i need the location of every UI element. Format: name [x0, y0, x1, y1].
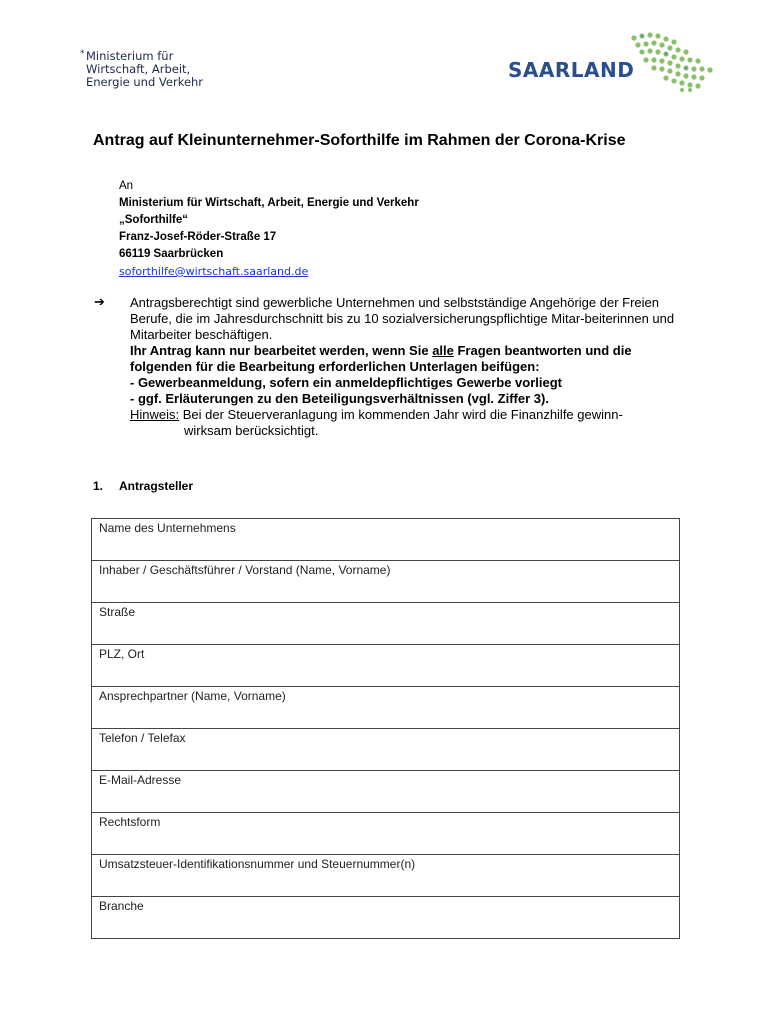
eligibility-notice	[130, 295, 675, 439]
requirement-post: Fragen beantworten und die folgenden für die Bearbeitung erforderlichen Unterlagen beifügen:	[130, 343, 632, 374]
field-label: Ansprechpartner (Name, Vorname)	[99, 689, 286, 703]
section-heading	[93, 479, 193, 493]
applicant-form	[91, 518, 680, 939]
ministry-logo-line1: Ministerium für	[86, 49, 174, 63]
email-link[interactable]: soforthilfe@wirtschaft.saarland.de	[119, 265, 309, 278]
section-title: Antragsteller	[119, 479, 194, 493]
ministry-logo-mark: *	[80, 49, 85, 59]
hint-text-1: Bei der Steuerveranlagung im kommenden Jahr wird die Finanzhilfe gewinn-	[179, 407, 623, 422]
field-postcode-city[interactable]	[92, 645, 679, 687]
field-company-name[interactable]	[92, 519, 679, 561]
saarland-logo-text: SAARLAND	[508, 58, 635, 82]
field-label: Telefon / Telefax	[99, 731, 186, 745]
page-title: Antrag auf Kleinunternehmer-Soforthilfe im Rahmen der Corona-Krise	[93, 132, 626, 149]
arrow-icon: ➔	[94, 294, 105, 309]
hint	[130, 407, 675, 423]
ministry-logo	[80, 49, 204, 89]
eligibility-text: Antragsberechtigt sind gewerbliche Unternehmen und selbstständige Angehörige der Freien Berufe, die im Jahresdurchschnitt bis zu 10 sozialversicherungspflichtige Mitar-beiterinnen und Mitarbeiter beschäftigen.	[130, 295, 675, 342]
address-street: Franz-Josef-Röder-Straße 17	[119, 231, 277, 243]
field-label: Branche	[99, 899, 144, 913]
address-to: An	[119, 180, 134, 192]
required-document-1: - Gewerbeanmeldung, sofern ein anmeldepflichtiges Gewerbe vorliegt	[130, 375, 562, 390]
hint-text-2: wirksam berücksichtigt.	[184, 423, 319, 438]
recipient-address	[119, 178, 419, 281]
field-phone-fax[interactable]	[92, 729, 679, 771]
field-owner-name[interactable]	[92, 561, 679, 603]
field-label: Umsatzsteuer-Identifikationsnummer und Steuernummer(n)	[99, 857, 416, 871]
address-city: 66119 Saarbrücken	[119, 248, 224, 260]
required-document-2: - ggf. Erläuterungen zu den Beteiligungsverhältnissen (vgl. Ziffer 3).	[130, 391, 549, 406]
address-department: „Soforthilfe“	[119, 214, 188, 226]
field-label: Straße	[99, 605, 136, 619]
section-number: 1.	[93, 479, 104, 493]
field-label: Name des Unternehmens	[99, 521, 236, 535]
field-label: E-Mail-Adresse	[99, 773, 182, 787]
field-label: Inhaber / Geschäftsführer / Vorstand (Name, Vorname)	[99, 563, 391, 577]
address-recipient: Ministerium für Wirtschaft, Arbeit, Energie und Verkehr	[119, 197, 419, 209]
requirement-pre: Ihr Antrag kann nur bearbeitet werden, wenn Sie	[130, 343, 433, 358]
saarland-logo-dots-icon	[626, 30, 716, 92]
field-industry[interactable]	[92, 897, 679, 938]
ministry-logo-line3: Energie und Verkehr	[86, 75, 204, 89]
requirement-emphasis: alle	[432, 343, 454, 358]
field-label: PLZ, Ort	[99, 647, 145, 661]
field-email[interactable]	[92, 771, 679, 813]
field-street[interactable]	[92, 603, 679, 645]
field-legal-form[interactable]	[92, 813, 679, 855]
field-label: Rechtsform	[99, 815, 161, 829]
hint-label: Hinweis:	[130, 407, 180, 422]
field-contact-person[interactable]	[92, 687, 679, 729]
field-tax-numbers[interactable]	[92, 855, 679, 897]
requirement-text	[130, 343, 675, 375]
ministry-logo-line2: Wirtschaft, Arbeit,	[86, 62, 191, 76]
